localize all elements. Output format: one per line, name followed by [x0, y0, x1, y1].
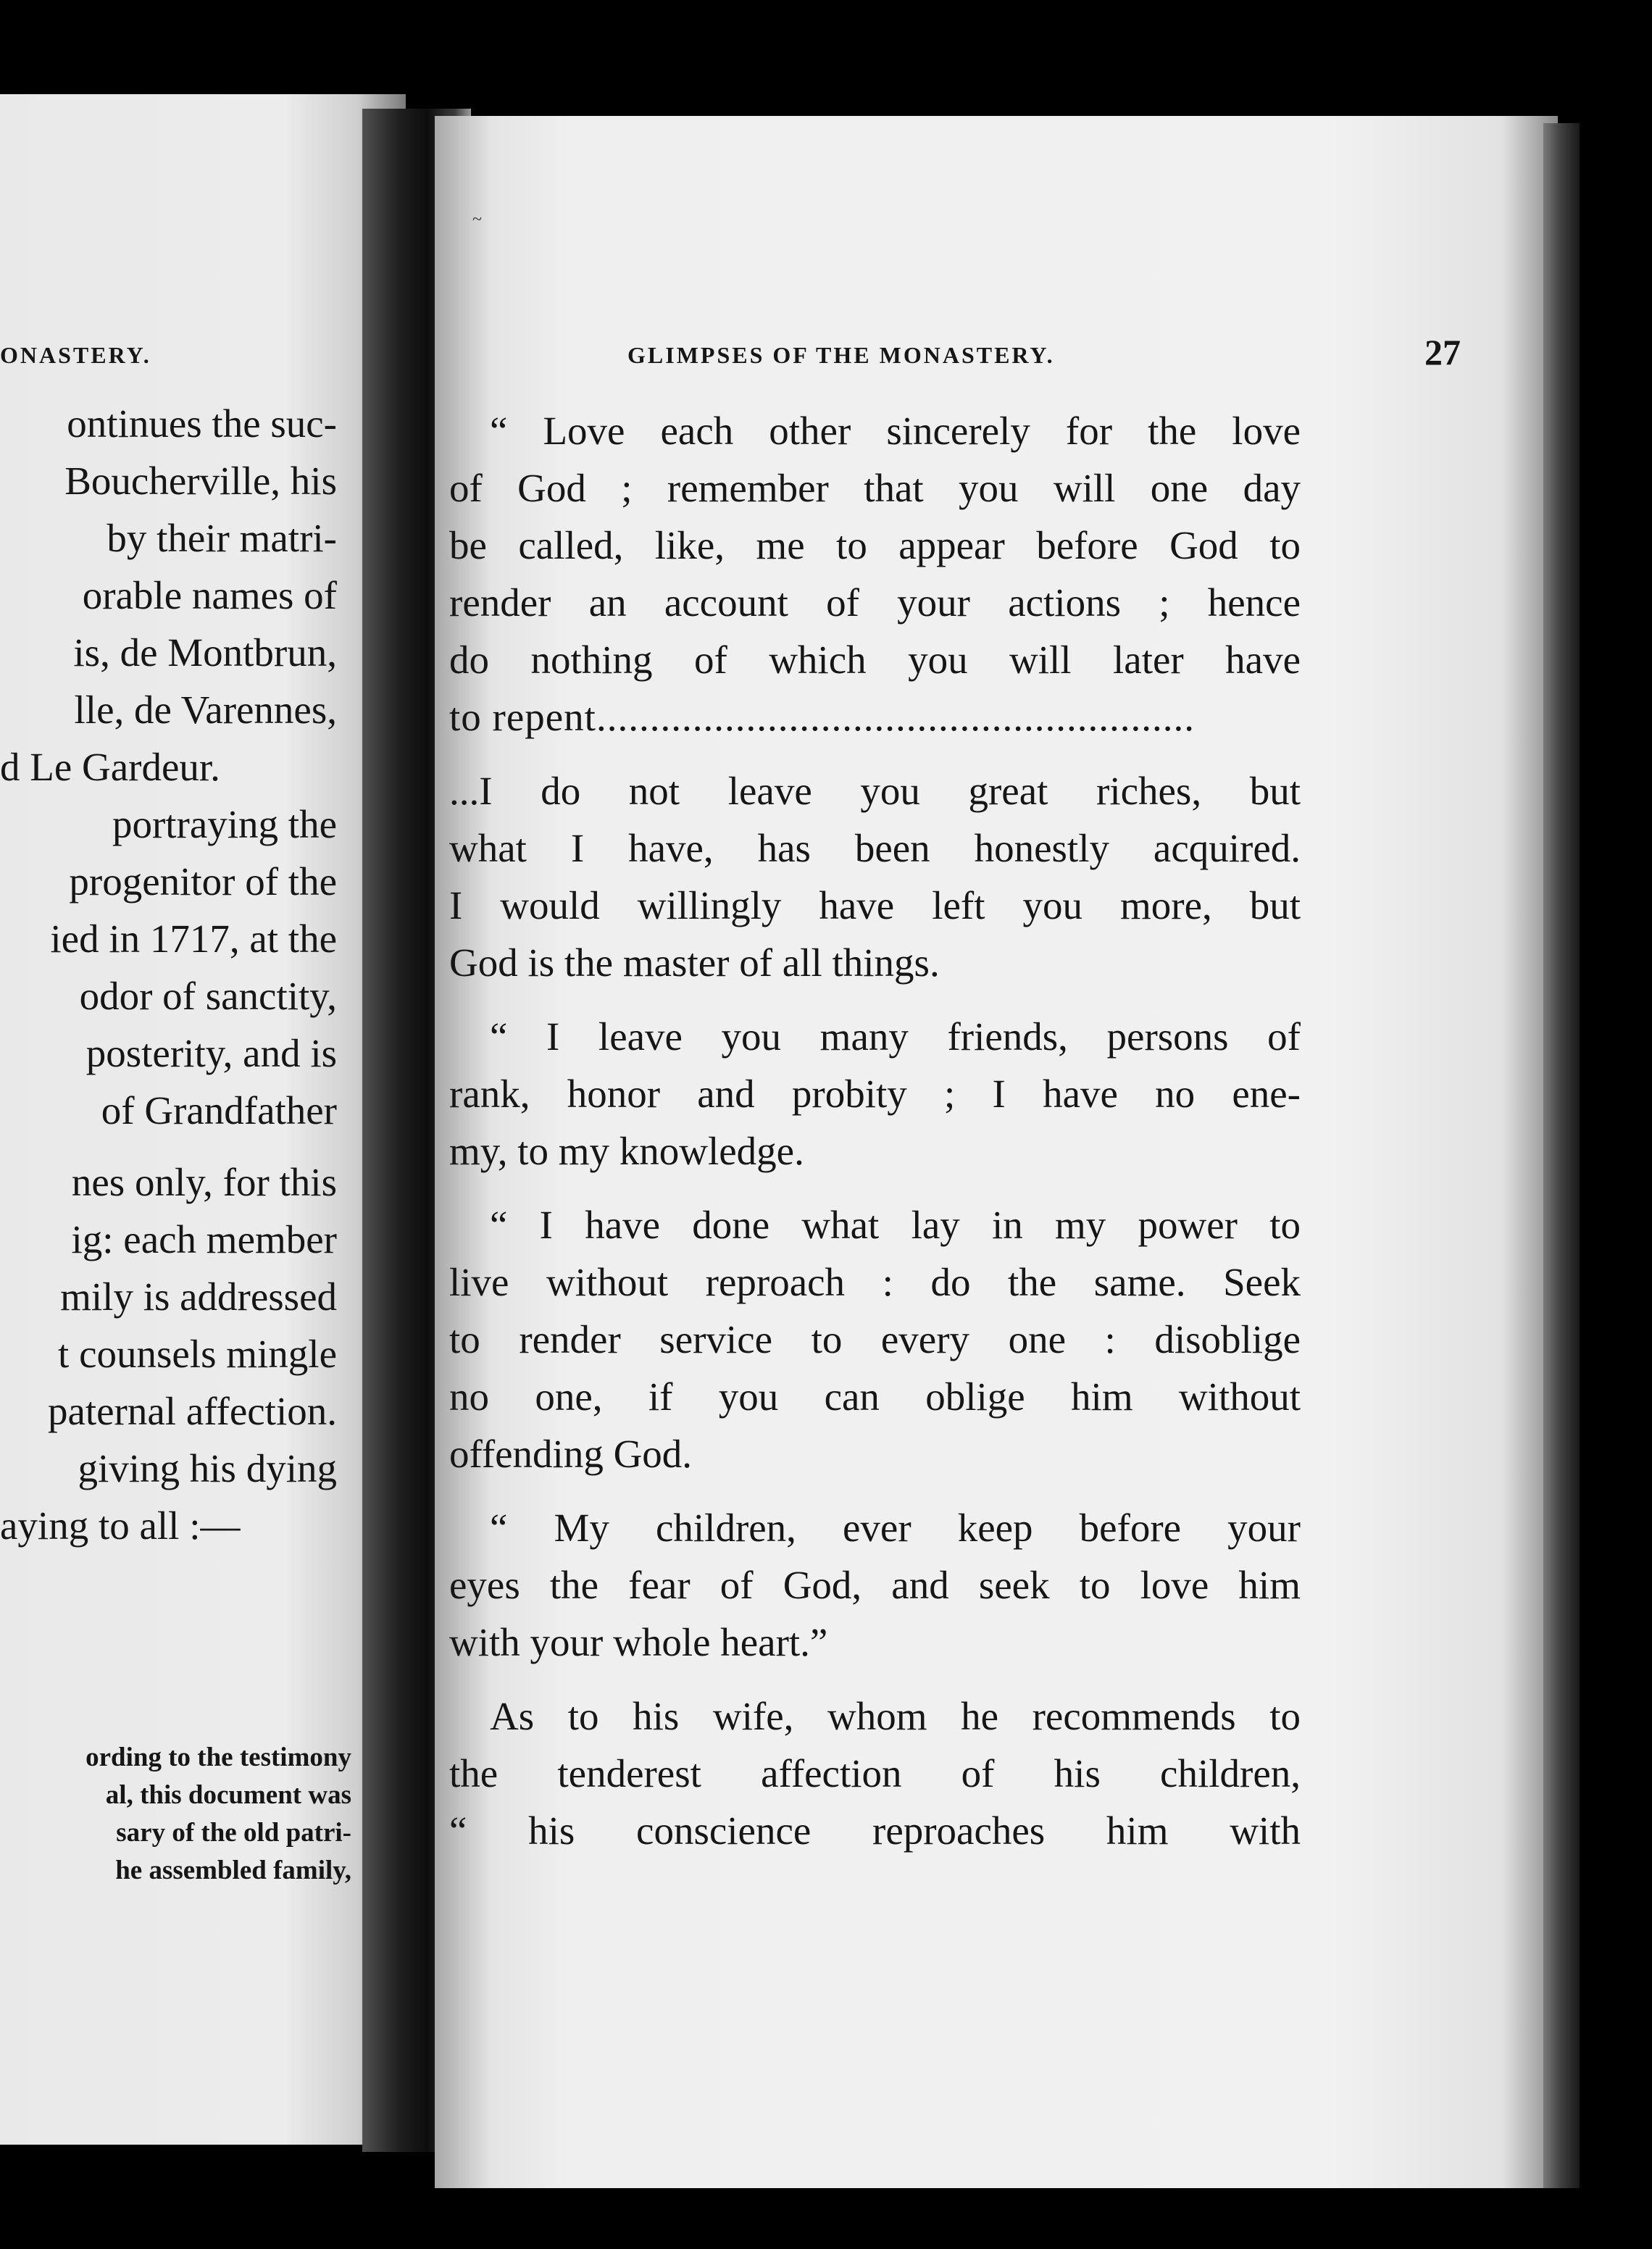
footnote-line: he assembled family,: [115, 1856, 351, 1885]
running-title: GLIMPSES OF THE MONASTERY.: [627, 342, 1055, 368]
paragraph: [449, 1687, 1301, 1859]
text-line: “ I have done what lay in my power to: [490, 1203, 1301, 1247]
left-line: ontinues the suc-: [67, 401, 337, 446]
left-page-text: [0, 395, 337, 1554]
text-line: rank, honor and probity ; I have no ene-: [449, 1072, 1301, 1116]
left-line: portraying the: [112, 802, 337, 846]
text-line: render an account of your actions ; hence: [449, 580, 1301, 625]
left-line: giving his dying: [78, 1446, 337, 1490]
left-line: progenitor of the: [69, 859, 337, 904]
left-line: Boucherville, his: [64, 459, 337, 503]
text-line: offending God.: [449, 1432, 693, 1476]
paragraph: [449, 1008, 1301, 1180]
text-line: “ My children, ever keep before your: [490, 1506, 1301, 1550]
left-line: mily is addressed: [60, 1274, 337, 1319]
footnote-line: al, this document was: [105, 1780, 351, 1810]
left-line: nes only, for this: [71, 1160, 337, 1204]
text-line: the tenderest affection of his children,: [449, 1751, 1301, 1795]
text-line: I would willingly have left you more, but: [449, 883, 1301, 927]
text-line: be called, like, me to appear before God to: [449, 523, 1301, 567]
text-line: of God ; remember that you will one day: [449, 466, 1301, 510]
text-line: with your whole heart.”: [449, 1620, 828, 1664]
left-line: lle, de Varennes,: [74, 688, 337, 732]
left-line: of Grandfather: [101, 1088, 337, 1132]
text-line: God is the master of all things.: [449, 940, 940, 985]
text-line: ...I do not leave you great riches, but: [449, 769, 1301, 813]
text-line: do nothing of which you will later have: [449, 638, 1301, 682]
paragraph: [449, 1196, 1301, 1482]
text-line: As to his wife, whom he recommends to: [490, 1694, 1301, 1738]
left-line: odor of sanctity,: [79, 974, 337, 1018]
left-line: aying to all :—: [0, 1503, 241, 1548]
footnote-line: sary of the old patri-: [116, 1818, 351, 1848]
text-line: my, to my knowledge.: [449, 1129, 804, 1173]
left-line: ig: each member: [71, 1217, 337, 1261]
footnote-line: ording to the testimony: [85, 1743, 351, 1772]
left-page: [0, 94, 406, 2145]
running-head: [627, 333, 1461, 377]
text-line: what I have, has been honestly acquired.: [449, 826, 1301, 870]
text-line: no one, if you can oblige him without: [449, 1374, 1301, 1419]
paragraph: [449, 402, 1301, 746]
text-line: to repent........................................................: [449, 695, 1195, 739]
text-line: “ Love each other sincerely for the love: [490, 409, 1301, 453]
page-body: [449, 402, 1301, 1876]
page-edge: [1543, 123, 1580, 2188]
text-line: eyes the fear of God, and seek to love him: [449, 1563, 1301, 1607]
text-line: “ his conscience reproaches him with: [449, 1808, 1301, 1853]
text-line: “ I leave you many friends, persons of: [490, 1014, 1301, 1059]
text-line: to render service to every one : disoblige: [449, 1317, 1301, 1361]
left-line: by their matri-: [107, 516, 337, 560]
left-line: is, de Montbrun,: [73, 630, 337, 675]
left-line: posterity, and is: [85, 1031, 337, 1075]
left-line: ied in 1717, at the: [50, 917, 337, 961]
page-number: 27: [1424, 332, 1461, 372]
left-line: paternal affection.: [47, 1389, 337, 1433]
right-page: [435, 116, 1558, 2188]
text-line: live without reproach : do the same. Seek: [449, 1260, 1301, 1304]
left-footnote: [0, 1739, 351, 1890]
paragraph: [449, 762, 1301, 991]
left-running-head: ONASTERY.: [0, 342, 151, 368]
left-line: d Le Gardeur.: [0, 745, 220, 789]
left-line: t counsels mingle: [58, 1332, 337, 1376]
left-line: orable names of: [82, 573, 337, 617]
stray-ink-mark: ~: [472, 210, 482, 229]
paragraph: [449, 1499, 1301, 1671]
